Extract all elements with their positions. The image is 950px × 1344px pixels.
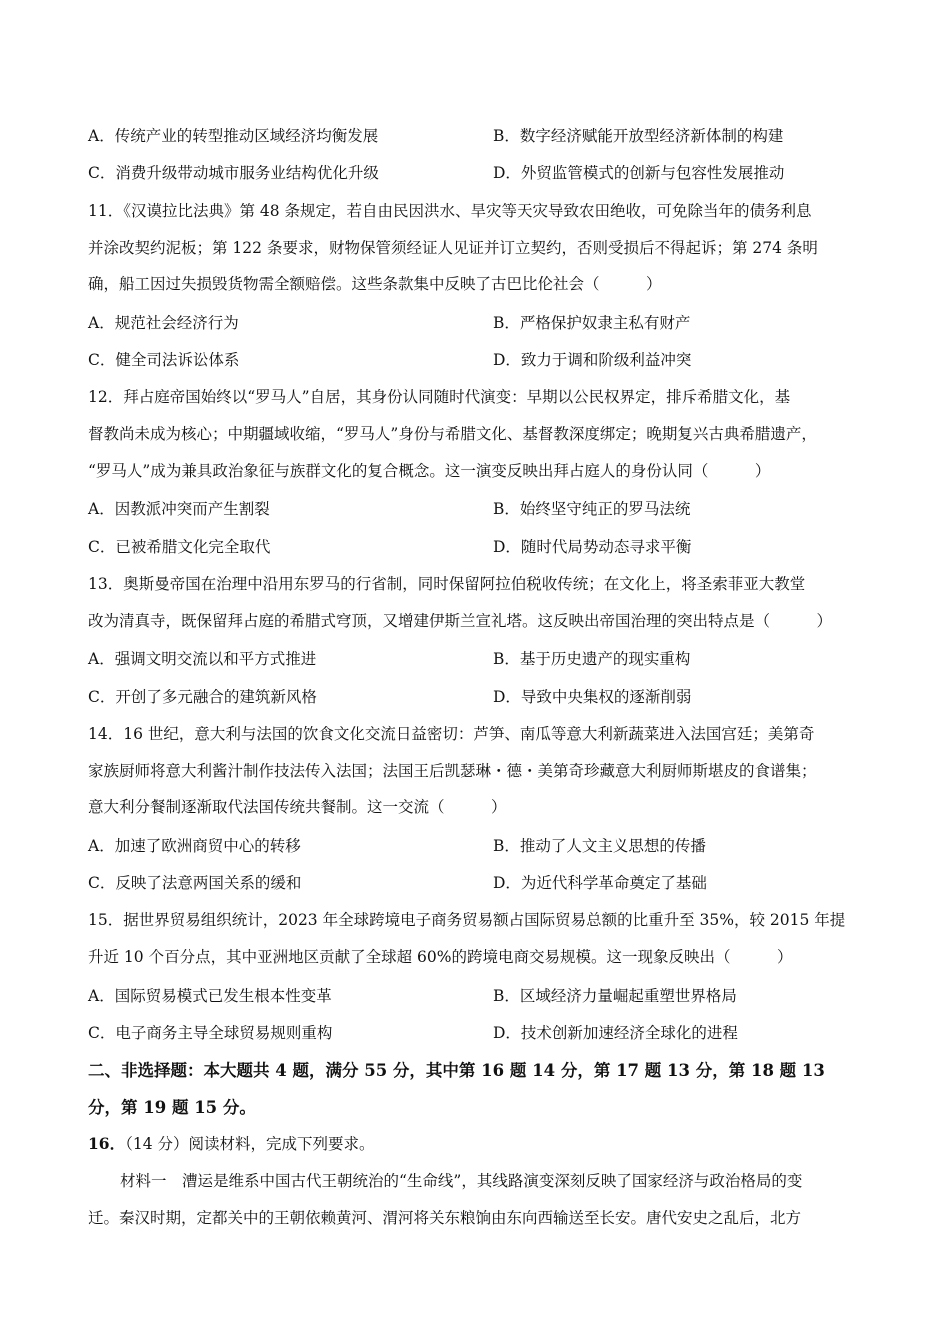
section-2-heading-line-2: 分，第 19 题 15 分。 <box>88 1098 256 1117</box>
q14-option-d: D．为近代科学革命奠定了基础 <box>493 874 707 892</box>
q12-option-d: D．随时代局势动态寻求平衡 <box>493 538 692 556</box>
q16-material-line-1: 材料一 漕运是维系中国古代王朝统治的“生命线”，其线路演变深刻反映了国家经济与政治格局的变 <box>120 1172 803 1190</box>
q13-stem-line-2: 改为清真寺，既保留拜占庭的希腊式穹顶，又增建伊斯兰宣礼塔。这反映出帝国治理的突出特点是（ ） <box>88 612 833 630</box>
q11-stem-line-3: 确，船工因过失损毁货物需全额赔偿。这些条款集中反映了古巴比伦社会（ ） <box>88 275 662 293</box>
q15-option-d: D．技术创新加速经济全球化的进程 <box>493 1024 738 1042</box>
q14-option-b: B．推动了人文主义思想的传播 <box>493 837 706 855</box>
q16-material-line-2: 迁。秦汉时期，定都关中的王朝依赖黄河、渭河将关东粮饷由东向西输送至长安。唐代安史之乱后，北方 <box>88 1209 802 1227</box>
q14-option-c: C．反映了法意两国关系的缓和 <box>88 874 302 892</box>
q14-option-a: A．加速了欧洲商贸中心的转移 <box>88 837 301 855</box>
q12-option-b: B．始终坚守纯正的罗马法统 <box>493 500 691 518</box>
q10-option-b: B．数字经济赋能开放型经济新体制的构建 <box>493 127 784 145</box>
q10-option-c: C．消费升级带动城市服务业结构优化升级 <box>88 164 379 182</box>
q15-stem-line-2: 升近 10 个百分点，其中亚洲地区贡献了全球超 60%的跨境电商交易规模。这一现象反映出（ ） <box>88 948 793 966</box>
q15-option-c: C．电子商务主导全球贸易规则重构 <box>88 1024 333 1042</box>
q12-option-c: C．已被希腊文化完全取代 <box>88 538 271 556</box>
q11-stem-line-1: 11．《汉谟拉比法典》第 48 条规定，若自由民因洪水、旱灾等天灾导致农田绝收，可免除当年的债务利息 <box>88 202 812 220</box>
q12-stem-line-3: “罗马人”成为兼具政治象征与族群文化的复合概念。这一演变反映出拜占庭人的身份认同（ ） <box>88 462 771 480</box>
q15-option-a: A．国际贸易模式已发生根本性变革 <box>88 987 332 1005</box>
q13-option-b: B．基于历史遗产的现实重构 <box>493 650 691 668</box>
q12-option-a: A．因教派冲突而产生割裂 <box>88 500 270 518</box>
q16-heading <box>88 1133 374 1155</box>
q13-option-a: A．强调文明交流以和平方式推进 <box>88 650 317 668</box>
q12-stem-line-2: 督教尚未成为核心；中期疆域收缩，“罗马人”身份与希腊文化、基督教深度绑定；晚期复兴古典希腊遗产， <box>88 425 817 443</box>
q13-stem-line-1: 13．奥斯曼帝国在治理中沿用东罗马的行省制，同时保留阿拉伯税收传统；在文化上，将圣索菲亚大教堂 <box>88 575 806 593</box>
q14-stem-line-1: 14．16 世纪，意大利与法国的饮食文化交流日益密切：芦笋、南瓜等意大利新蔬菜进入法国宫廷；美第奇 <box>88 725 815 743</box>
q11-option-b: B．严格保护奴隶主私有财产 <box>493 314 691 332</box>
q10-option-d: D．外贸监管模式的创新与包容性发展推动 <box>493 164 785 182</box>
q16-number: 16． <box>88 1134 126 1153</box>
q14-stem-line-3: 意大利分餐制逐渐取代法国传统共餐制。这一交流（ ） <box>88 798 507 816</box>
q13-option-d: D．导致中央集权的逐渐削弱 <box>493 688 692 706</box>
q15-option-b: B．区域经济力量崛起重塑世界格局 <box>493 987 737 1005</box>
q12-stem-line-1: 12．拜占庭帝国始终以“罗马人”自居，其身份认同随时代演变：早期以公民权界定，排斥希腊文化，基 <box>88 388 791 406</box>
q15-stem-line-1: 15．据世界贸易组织统计，2023 年全球跨境电子商务贸易额占国际贸易总额的比重升至 35%，较 2015 年提 <box>88 911 846 929</box>
q11-option-a: A．规范社会经济行为 <box>88 314 239 332</box>
q14-stem-line-2: 家族厨师将意大利酱汁制作技法传入法国；法国王后凯瑟琳・德・美第奇珍藏意大利厨师斯堪皮的食谱集； <box>88 762 817 780</box>
q16-instruction: （14 分）阅读材料，完成下列要求。 <box>125 1135 375 1153</box>
q11-option-c: C．健全司法诉讼体系 <box>88 351 240 369</box>
q13-option-c: C．开创了多元融合的建筑新风格 <box>88 688 317 706</box>
q11-stem-line-2: 并涂改契约泥板；第 122 条要求，财物保管须经证人见证并订立契约，否则受损后不得起诉；第 274 条明 <box>88 239 818 257</box>
section-2-heading-line-1: 二、非选择题：本大题共 4 题，满分 55 分，其中第 16 题 14 分，第 17 题 13 分，第 18 题 13 <box>88 1061 825 1080</box>
q10-option-a: A．传统产业的转型推动区域经济均衡发展 <box>88 127 379 145</box>
q11-option-d: D．致力于调和阶级利益冲突 <box>493 351 692 369</box>
